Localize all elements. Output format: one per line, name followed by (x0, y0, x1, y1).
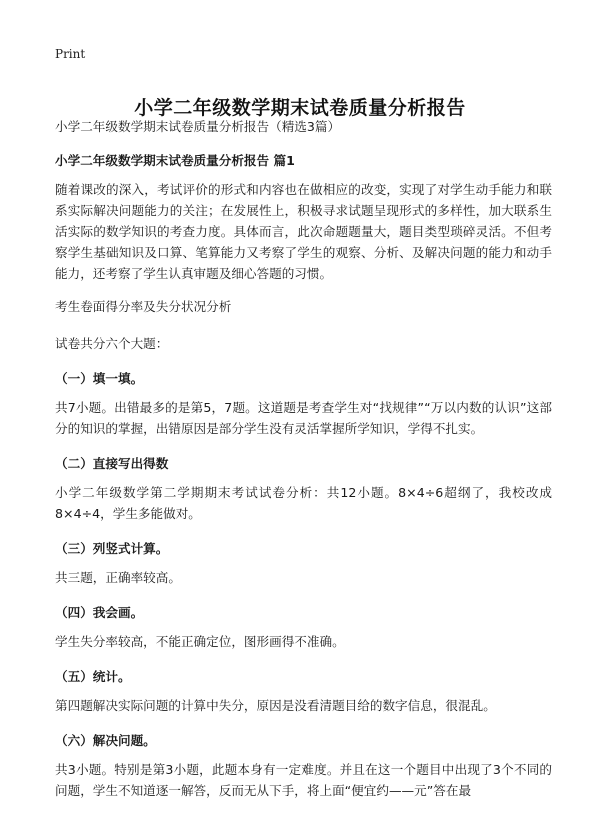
question-heading-1: （一）填一填。 (55, 371, 144, 386)
analysis-label: 考生卷面得分率及失分状况分析 (55, 299, 232, 314)
question-body-1: 共7小题。出错最多的是第5，7题。这道题是考查学生对“找规律”“万以内数的认识”这部分的知识的掌握，出错原因是部分学生没有灵活掌握所学知识，学得不扎实。 (55, 400, 552, 436)
question-body-2: 小学二年级数学第二学期期末考试试卷分析：共12小题。8×4÷6超纲了，我校改成8×4÷4，学生多能做对。 (55, 485, 552, 521)
document-body (55, 116, 552, 801)
document-title: 小学二年级数学期末试卷质量分析报告 (134, 96, 466, 119)
question-body-3: 共三题，正确率较高。 (55, 570, 181, 585)
question-heading-6: （六）解决问题。 (55, 733, 156, 748)
question-body-6: 共3小题。特别是第3小题，此题本身有一定难度。并且在这一个题目中出现了3个不同的问题，学生不知道逐一解答，反而无从下手，将上面“便宜约——元”答在最 (55, 762, 552, 798)
question-heading-3: （三）列竖式计算。 (55, 541, 169, 556)
section-heading: 小学二年级数学期末试卷质量分析报告 篇1 (55, 153, 295, 168)
print-link[interactable]: Print (55, 47, 86, 61)
intro-paragraph: 随着课改的深入，考试评价的形式和内容也在做相应的改变，实现了对学生动手能力和联系实际解决问题能力的关注；在发展性上，积极寻求试题呈现形式的多样性，加大联系生活实际的数学知识的考查力度。具体而言，此次命题题量大，题目类型琐碎灵活。不但考察学生基础知识及口算、笔算能力又考察了学生的观察、分析、及解决问题的能力和动手能力，还考察了学生认真审题及细心答题的习惯。 (55, 182, 552, 281)
question-heading-4: （四）我会画。 (55, 605, 144, 620)
question-heading-5: （五）统计。 (55, 669, 131, 684)
question-body-4: 学生失分率较高，不能正确定位，图形画得不准确。 (55, 634, 345, 649)
question-body-5: 第四题解决实际问题的计算中失分，原因是没看清题目给的数字信息，很混乱。 (55, 698, 496, 713)
question-heading-2: （二）直接写出得数 (55, 456, 169, 471)
sections-label: 试卷共分六个大题： (55, 336, 169, 351)
document-subtitle: 小学二年级数学期末试卷质量分析报告（精选3篇） (55, 119, 341, 134)
